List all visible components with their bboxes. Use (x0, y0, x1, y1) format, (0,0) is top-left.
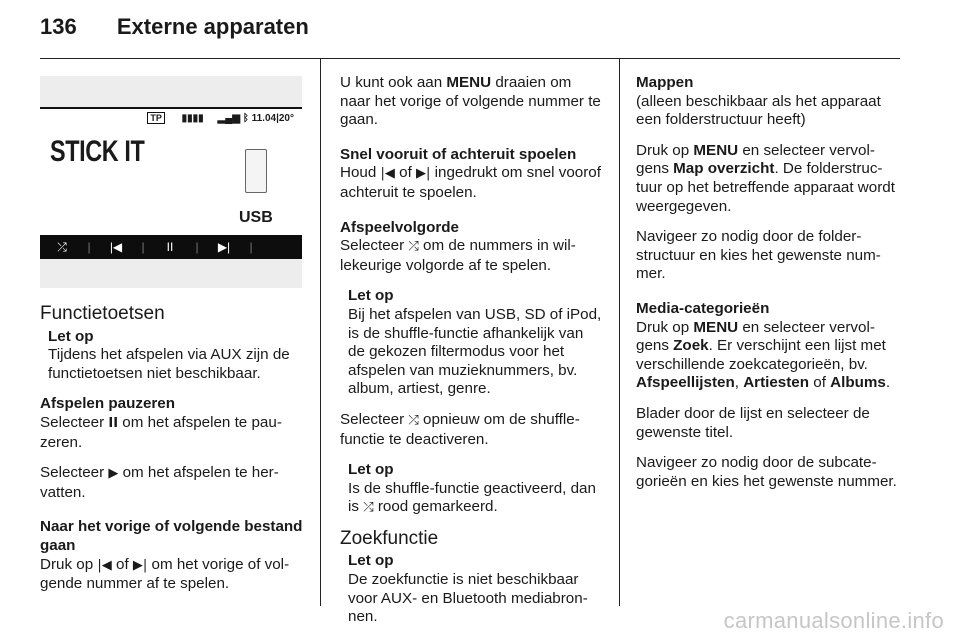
section-heading-functietoetsen: Functietoetsen (40, 303, 165, 324)
browse-paragraph: Blader door de lijst en selecteer de gewenste titel. (636, 404, 870, 441)
note-text: Bij het afspelen van USB, SD of iPod, is de shuffle-functie afhankelijk van de gekozen filtermodus voor het afspelen van muzieknummers, bv. album, artiest, genre. (348, 305, 602, 398)
media-paragraph: Druk op MENU en selecteer vervolgens Zoek. Er verschijnt een lijst met verschillende zoekcategorieën, bv. Afspeellijsten, Artiesten of Albums. (636, 318, 891, 392)
note-text: De zoekfunctie is niet beschikbaar voor AUX- en Bluetooth mediabronnen. (348, 571, 588, 626)
order-heading: Afspeelvolgorde (340, 218, 459, 236)
note-title: Let op (48, 327, 94, 345)
tp-badge: TP (147, 112, 165, 124)
note-search (340, 552, 604, 626)
subcat-paragraph: Navigeer zo nodig door de subcategorieën en kies het gewenste nummer. (636, 454, 897, 490)
column-divider-1 (320, 58, 321, 606)
next-icon[interactable]: ▶| (217, 240, 231, 254)
page-header (40, 14, 309, 40)
pause-icon[interactable]: II (166, 240, 174, 254)
resume-paragraph: Selecteer ▶ om het afspelen te hervatten. (40, 464, 279, 501)
note-aux (40, 328, 304, 384)
media-heading: Media-categorieën (636, 299, 770, 317)
deactivate-paragraph: Selecteer ⤮ opnieuw om de shufflefunctie te deactiveren. (340, 410, 580, 448)
separator: | (87, 240, 91, 254)
usb-stick-icon (245, 149, 267, 193)
separator: | (195, 240, 199, 254)
note-title: Let op (348, 461, 394, 479)
section-heading-zoekfunctie: Zoekfunctie (340, 527, 439, 549)
header-rule (40, 58, 900, 59)
pause-paragraph: Selecteer II om het afspelen te pauzeren. (40, 413, 282, 451)
previous-icon[interactable]: |◀ (109, 240, 123, 254)
clock-temp: 11.04|20° (251, 113, 294, 124)
pause-symbol: II (108, 415, 119, 431)
battery-icon: ▮▮▮▮ (181, 113, 204, 124)
column-2 (340, 74, 604, 639)
column-1 (40, 305, 304, 606)
play-symbol: ▶ (108, 466, 119, 482)
shuffle-symbol: ⤮ (408, 239, 419, 255)
page-title: Externe apparaten (116, 14, 309, 39)
note-text: Tijdens het afspelen via AUX zijn de functietoetsen niet beschikbaar. (48, 346, 290, 382)
note-title: Let op (348, 287, 394, 305)
folders-subtitle: (alleen beschikbaar als het apparaat een folderstructuur heeft) (636, 92, 881, 129)
ff-heading: Snel vooruit of achteruit spoelen (340, 145, 577, 163)
menu-paragraph: U kunt ook aan MENU draaien om naar het vorige of volgende nummer te gaan. (340, 74, 601, 129)
page-number: 136 (40, 14, 77, 39)
previous-symbol: |◀ (97, 557, 112, 573)
note-text: Is de shuffle-functie geactiveerd, dan is ⤮ rood gemarkeerd. (348, 479, 596, 516)
separator: | (249, 240, 253, 254)
folders-heading: Mappen (636, 74, 694, 91)
folders-nav-paragraph: Navigeer zo nodig door de folderstructuur en kies het gewenste nummer. (636, 228, 881, 283)
watermark: carmanualsonline.info (723, 608, 944, 633)
infotainment-screen-image (40, 76, 302, 288)
signal-icon: ▂▄▆ (217, 113, 241, 124)
next-symbol: ▶| (132, 557, 148, 573)
order-paragraph: Selecteer ⤮ om de nummers in willekeurige volgorde af te spelen. (340, 237, 576, 274)
next-prev-heading: Naar het vorige of volgende bestand gaan (40, 518, 303, 554)
next-prev-paragraph: Druk op |◀ of ▶| om het vorige of volgende nummer af te spelen. (40, 555, 290, 593)
bluetooth-icon: ᛒ (242, 113, 249, 124)
display-panel (40, 107, 302, 259)
shuffle-icon[interactable]: ⤮ (57, 239, 67, 254)
status-bar (147, 113, 294, 124)
ff-paragraph: Houd |◀ of ▶| ingedrukt om snel voorof achteruit te spoelen. (340, 164, 601, 201)
note-shuffle (340, 287, 604, 399)
column-3 (636, 74, 902, 503)
control-bar (40, 235, 302, 259)
separator: | (141, 240, 145, 254)
device-label: USB (239, 209, 273, 226)
pause-heading: Afspelen pauzeren (40, 395, 176, 413)
column-divider-2 (619, 58, 620, 606)
track-title: STICK IT (50, 135, 145, 168)
note-title: Let op (348, 552, 394, 570)
folders-paragraph: Druk op MENU en selecteer vervolgens Map overzicht. De folderstructuur op het betreffende apparaat wordt weergegeven. (636, 141, 895, 215)
note-shuffle-red (340, 461, 604, 518)
